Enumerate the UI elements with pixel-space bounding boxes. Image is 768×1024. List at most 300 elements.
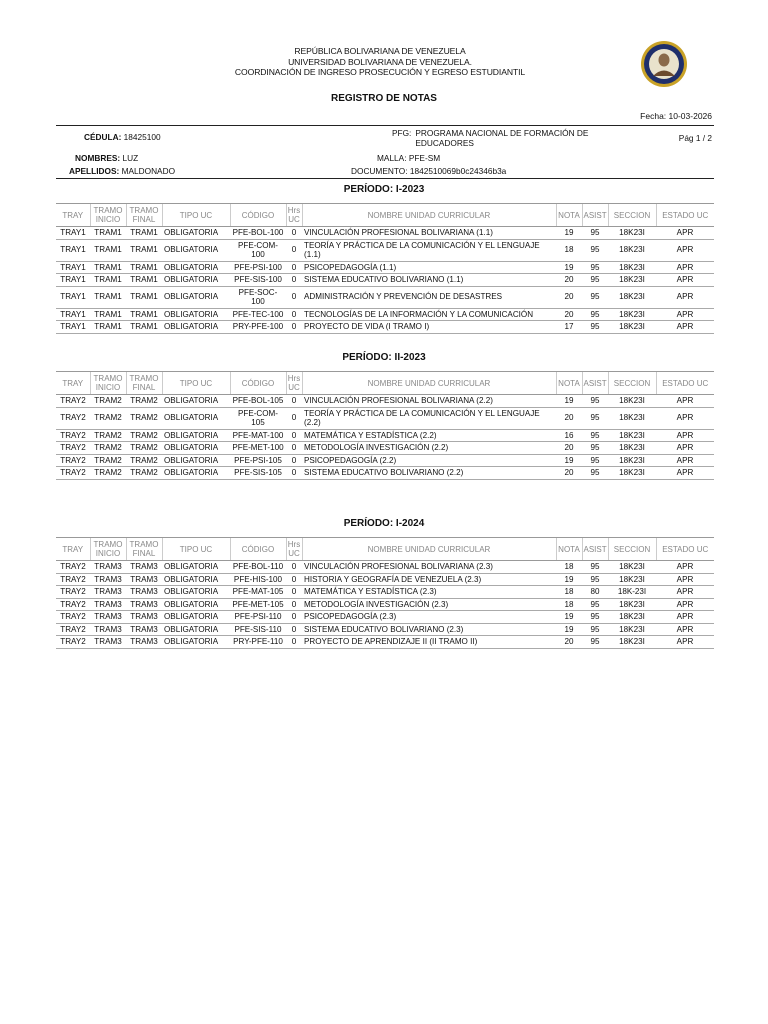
cell-hrs-uc: 0 xyxy=(286,286,302,308)
university-seal-icon xyxy=(640,40,688,88)
table-row xyxy=(56,429,714,442)
cell-asist: 95 xyxy=(582,611,608,624)
cell-tipo-uc: OBLIGATORIA xyxy=(162,286,230,308)
cell-hrs-uc: 0 xyxy=(286,598,302,611)
column-header-seccion: SECCION xyxy=(608,538,656,561)
cell-estado-uc: APR xyxy=(656,454,714,467)
cell-tramo-inicio: TRAM1 xyxy=(90,239,126,261)
cell-codigo: PFE-COM-100 xyxy=(230,239,286,261)
header-line-2: UNIVERSIDAD BOLIVARIANA DE VENEZUELA. xyxy=(288,56,472,67)
cell-tipo-uc: OBLIGATORIA xyxy=(162,611,230,624)
cell-nombre-uc: PSICOPEDAGOGÍA (2.2) xyxy=(302,454,556,467)
cell-asist: 95 xyxy=(582,454,608,467)
cell-tipo-uc: OBLIGATORIA xyxy=(162,598,230,611)
cell-nota: 19 xyxy=(556,261,582,274)
cell-tramo-inicio: TRAM2 xyxy=(90,407,126,429)
cell-nota: 20 xyxy=(556,308,582,321)
cell-nombre-uc: PROYECTO DE VIDA (I TRAMO I) xyxy=(302,321,556,334)
cell-nombre-uc: TEORÍA Y PRÁCTICA DE LA COMUNICACIÓN Y EL LENGUAJE (1.1) xyxy=(302,239,556,261)
cell-tramo-final: TRAM3 xyxy=(126,586,162,599)
cell-estado-uc: APR xyxy=(656,261,714,274)
cell-nombre-uc: METODOLOGÍA INVESTIGACIÓN (2.2) xyxy=(302,442,556,455)
malla-label: MALLA: xyxy=(377,153,407,163)
table-header-row xyxy=(56,372,714,395)
cell-tray: TRAY2 xyxy=(56,467,90,480)
cell-nombre-uc: MATEMÁTICA Y ESTADÍSTICA (2.3) xyxy=(302,586,556,599)
cell-tipo-uc: OBLIGATORIA xyxy=(162,429,230,442)
column-header-tipo-uc: TIPO UC xyxy=(162,538,230,561)
cell-hrs-uc: 0 xyxy=(286,573,302,586)
column-header-codigo: CÓDIGO xyxy=(230,372,286,395)
cell-asist: 95 xyxy=(582,407,608,429)
cell-seccion: 18K23I xyxy=(608,442,656,455)
nombres-value: LUZ xyxy=(122,153,139,163)
cell-hrs-uc: 0 xyxy=(286,407,302,429)
table-row xyxy=(56,286,714,308)
apellidos-field xyxy=(69,166,175,176)
cell-tramo-inicio: TRAM3 xyxy=(90,561,126,574)
cell-hrs-uc: 0 xyxy=(286,636,302,649)
cell-asist: 95 xyxy=(582,274,608,287)
table-row xyxy=(56,623,714,636)
cell-asist: 95 xyxy=(582,239,608,261)
cell-hrs-uc: 0 xyxy=(286,611,302,624)
documento-field xyxy=(351,166,506,176)
cell-tray: TRAY2 xyxy=(56,395,90,408)
column-header-nombre-uc: NOMBRE UNIDAD CURRICULAR xyxy=(302,372,556,395)
cell-estado-uc: APR xyxy=(656,321,714,334)
cell-tipo-uc: OBLIGATORIA xyxy=(162,239,230,261)
cell-tray: TRAY1 xyxy=(56,308,90,321)
cell-seccion: 18K23I xyxy=(608,429,656,442)
column-header-nombre-uc: NOMBRE UNIDAD CURRICULAR xyxy=(302,204,556,227)
cell-asist: 95 xyxy=(582,227,608,240)
cell-seccion: 18K23I xyxy=(608,286,656,308)
cell-hrs-uc: 0 xyxy=(286,308,302,321)
header-line-3: COORDINACIÓN DE INGRESO PROSECUCIÓN Y EGRESO ESTUDIANTIL xyxy=(234,67,526,77)
column-header-tramo-final: TRAMO FINAL xyxy=(126,372,162,395)
table-row xyxy=(56,407,714,429)
grades-table xyxy=(56,537,714,649)
cell-asist: 95 xyxy=(582,467,608,480)
column-header-asist: ASIST xyxy=(582,538,608,561)
cell-nota: 20 xyxy=(556,286,582,308)
column-header-codigo: CÓDIGO xyxy=(230,538,286,561)
cell-tray: TRAY2 xyxy=(56,636,90,649)
divider-top xyxy=(56,125,714,126)
cell-asist: 95 xyxy=(582,261,608,274)
period-title: PERÍODO: II-2023 xyxy=(342,352,426,363)
cell-hrs-uc: 0 xyxy=(286,429,302,442)
cell-nombre-uc: ADMINISTRACIÓN Y PREVENCIÓN DE DESASTRES xyxy=(302,286,556,308)
cell-tramo-inicio: TRAM3 xyxy=(90,598,126,611)
table-row xyxy=(56,586,714,599)
cell-tramo-final: TRAM3 xyxy=(126,623,162,636)
cell-tramo-inicio: TRAM2 xyxy=(90,395,126,408)
table-row xyxy=(56,573,714,586)
column-header-tray: TRAY xyxy=(56,204,90,227)
table-row xyxy=(56,261,714,274)
cell-tramo-final: TRAM3 xyxy=(126,611,162,624)
cell-tray: TRAY2 xyxy=(56,561,90,574)
cell-tipo-uc: OBLIGATORIA xyxy=(162,561,230,574)
cell-estado-uc: APR xyxy=(656,623,714,636)
cell-asist: 95 xyxy=(582,321,608,334)
column-header-tramo-inicio: TRAMO INICIO xyxy=(90,372,126,395)
table-row xyxy=(56,274,714,287)
cell-codigo: PFE-MET-105 xyxy=(230,598,286,611)
cell-tramo-final: TRAM2 xyxy=(126,429,162,442)
cell-asist: 95 xyxy=(582,286,608,308)
cell-tramo-inicio: TRAM1 xyxy=(90,261,126,274)
cedula-value: 18425100 xyxy=(123,132,161,142)
cell-codigo: PRY-PFE-110 xyxy=(230,636,286,649)
cell-seccion: 18K23I xyxy=(608,454,656,467)
cell-nombre-uc: HISTORIA Y GEOGRAFÍA DE VENEZUELA (2.3) xyxy=(302,573,556,586)
column-header-nombre-uc: NOMBRE UNIDAD CURRICULAR xyxy=(302,538,556,561)
cell-asist: 95 xyxy=(582,395,608,408)
cell-tipo-uc: OBLIGATORIA xyxy=(162,573,230,586)
cell-nota: 20 xyxy=(556,467,582,480)
cell-tramo-final: TRAM1 xyxy=(126,286,162,308)
grades-table xyxy=(56,203,714,334)
column-header-tipo-uc: TIPO UC xyxy=(162,372,230,395)
cell-tramo-final: TRAM2 xyxy=(126,467,162,480)
cell-tipo-uc: OBLIGATORIA xyxy=(162,407,230,429)
cell-seccion: 18K23I xyxy=(608,308,656,321)
cell-nombre-uc: SISTEMA EDUCATIVO BOLIVARIANO (1.1) xyxy=(302,274,556,287)
table-row xyxy=(56,467,714,480)
cell-tramo-inicio: TRAM1 xyxy=(90,286,126,308)
cedula-label: CÉDULA: xyxy=(84,132,122,142)
cell-seccion: 18K23I xyxy=(608,611,656,624)
cell-tramo-final: TRAM3 xyxy=(126,636,162,649)
cell-tramo-final: TRAM1 xyxy=(126,261,162,274)
table-row xyxy=(56,321,714,334)
cell-estado-uc: APR xyxy=(656,395,714,408)
cell-codigo: PFE-BOL-100 xyxy=(230,227,286,240)
column-header-estado-uc: ESTADO UC xyxy=(656,538,714,561)
page-indicator: Pág 1 / 2 xyxy=(678,133,712,143)
column-header-hrs-uc: Hrs UC xyxy=(286,204,302,227)
table-row xyxy=(56,598,714,611)
cell-tray: TRAY2 xyxy=(56,407,90,429)
cell-estado-uc: APR xyxy=(656,467,714,480)
apellidos-value: MALDONADO xyxy=(121,166,176,176)
cell-codigo: PFE-PSI-110 xyxy=(230,611,286,624)
table-row xyxy=(56,561,714,574)
cell-seccion: 18K23I xyxy=(608,407,656,429)
cell-seccion: 18K23I xyxy=(608,467,656,480)
cell-hrs-uc: 0 xyxy=(286,467,302,480)
nombres-label: NOMBRES: xyxy=(75,153,121,163)
cell-hrs-uc: 0 xyxy=(286,561,302,574)
column-header-tramo-final: TRAMO FINAL xyxy=(126,538,162,561)
table-row xyxy=(56,395,714,408)
cell-nombre-uc: VINCULACIÓN PROFESIONAL BOLIVARIANA (1.1) xyxy=(302,227,556,240)
period-title: PERÍODO: I-2024 xyxy=(343,518,425,529)
cell-tramo-inicio: TRAM1 xyxy=(90,321,126,334)
cell-seccion: 18K23I xyxy=(608,321,656,334)
cell-asist: 95 xyxy=(582,636,608,649)
cell-tramo-final: TRAM3 xyxy=(126,598,162,611)
cell-codigo: PFE-HIS-100 xyxy=(230,573,286,586)
cell-nombre-uc: VINCULACIÓN PROFESIONAL BOLIVARIANA (2.3) xyxy=(302,561,556,574)
cell-nota: 18 xyxy=(556,561,582,574)
column-header-tramo-inicio: TRAMO INICIO xyxy=(90,538,126,561)
cell-seccion: 18K23I xyxy=(608,395,656,408)
cell-tramo-inicio: TRAM2 xyxy=(90,429,126,442)
cell-hrs-uc: 0 xyxy=(286,227,302,240)
column-header-hrs-uc: Hrs UC xyxy=(286,538,302,561)
cell-estado-uc: APR xyxy=(656,407,714,429)
cell-tramo-inicio: TRAM1 xyxy=(90,308,126,321)
table-row xyxy=(56,227,714,240)
institution-header xyxy=(150,46,610,78)
grades-table xyxy=(56,371,714,480)
cell-estado-uc: APR xyxy=(656,573,714,586)
cell-estado-uc: APR xyxy=(656,586,714,599)
cell-tramo-final: TRAM1 xyxy=(126,239,162,261)
cell-tray: TRAY1 xyxy=(56,321,90,334)
cell-asist: 95 xyxy=(582,429,608,442)
column-header-codigo: CÓDIGO xyxy=(230,204,286,227)
cell-estado-uc: APR xyxy=(656,611,714,624)
cell-asist: 95 xyxy=(582,442,608,455)
cell-nota: 20 xyxy=(556,636,582,649)
malla-field xyxy=(377,153,440,163)
cell-nombre-uc: PSICOPEDAGOGÍA (1.1) xyxy=(302,261,556,274)
cell-tipo-uc: OBLIGATORIA xyxy=(162,321,230,334)
cell-seccion: 18K23I xyxy=(608,598,656,611)
cell-tray: TRAY2 xyxy=(56,429,90,442)
cell-tramo-inicio: TRAM2 xyxy=(90,442,126,455)
apellidos-label: APELLIDOS: xyxy=(69,166,120,176)
cell-codigo: PFE-PSI-100 xyxy=(230,261,286,274)
divider-info xyxy=(56,178,714,179)
cell-nota: 19 xyxy=(556,573,582,586)
cell-nota: 19 xyxy=(556,395,582,408)
cell-tray: TRAY1 xyxy=(56,261,90,274)
cell-tray: TRAY1 xyxy=(56,274,90,287)
cell-seccion: 18K23I xyxy=(608,623,656,636)
cell-codigo: PFE-TEC-100 xyxy=(230,308,286,321)
column-header-asist: ASIST xyxy=(582,372,608,395)
cell-tramo-inicio: TRAM3 xyxy=(90,586,126,599)
cell-asist: 95 xyxy=(582,561,608,574)
cell-codigo: PFE-SIS-110 xyxy=(230,623,286,636)
cell-nombre-uc: TECNOLOGÍAS DE LA INFORMACIÓN Y LA COMUNICACIÓN xyxy=(302,308,556,321)
cell-codigo: PFE-BOL-105 xyxy=(230,395,286,408)
period-title: PERÍODO: I-2023 xyxy=(343,184,425,195)
cell-tipo-uc: OBLIGATORIA xyxy=(162,308,230,321)
malla-value: PFE-SM xyxy=(408,153,441,163)
cell-seccion: 18K23I xyxy=(608,274,656,287)
cell-tramo-inicio: TRAM1 xyxy=(90,274,126,287)
cell-codigo: PFE-SIS-100 xyxy=(230,274,286,287)
documento-value: 1842510069b0c24346b3a xyxy=(409,166,507,176)
table-row xyxy=(56,442,714,455)
cell-hrs-uc: 0 xyxy=(286,274,302,287)
nombres-field xyxy=(75,153,138,163)
cell-seccion: 18K23I xyxy=(608,261,656,274)
cell-estado-uc: APR xyxy=(656,239,714,261)
column-header-tray: TRAY xyxy=(56,372,90,395)
cell-codigo: PFE-MET-100 xyxy=(230,442,286,455)
cell-nombre-uc: METODOLOGÍA INVESTIGACIÓN (2.3) xyxy=(302,598,556,611)
cell-estado-uc: APR xyxy=(656,274,714,287)
cell-codigo: PFE-PSI-105 xyxy=(230,454,286,467)
cell-estado-uc: APR xyxy=(656,561,714,574)
cell-tipo-uc: OBLIGATORIA xyxy=(162,467,230,480)
cell-tray: TRAY2 xyxy=(56,573,90,586)
cell-tray: TRAY2 xyxy=(56,598,90,611)
cell-seccion: 18K23I xyxy=(608,561,656,574)
cell-tipo-uc: OBLIGATORIA xyxy=(162,261,230,274)
cell-tramo-inicio: TRAM3 xyxy=(90,573,126,586)
table-header-row xyxy=(56,204,714,227)
cell-nombre-uc: SISTEMA EDUCATIVO BOLIVARIANO (2.2) xyxy=(302,467,556,480)
cell-tramo-inicio: TRAM3 xyxy=(90,611,126,624)
cell-seccion: 18K23I xyxy=(608,227,656,240)
cell-nota: 20 xyxy=(556,442,582,455)
table-row xyxy=(56,611,714,624)
cell-tray: TRAY1 xyxy=(56,286,90,308)
table-row xyxy=(56,308,714,321)
documento-label: DOCUMENTO: xyxy=(351,166,408,176)
cell-seccion: 18K23I xyxy=(608,573,656,586)
column-header-seccion: SECCION xyxy=(608,204,656,227)
cell-codigo: PFE-SOC-100 xyxy=(230,286,286,308)
cell-tramo-inicio: TRAM2 xyxy=(90,467,126,480)
cedula-field xyxy=(84,132,161,142)
cell-nombre-uc: SISTEMA EDUCATIVO BOLIVARIANO (2.3) xyxy=(302,623,556,636)
cell-tramo-final: TRAM1 xyxy=(126,274,162,287)
cell-nota: 16 xyxy=(556,429,582,442)
column-header-tray: TRAY xyxy=(56,538,90,561)
cell-codigo: PFE-MAT-100 xyxy=(230,429,286,442)
cell-tramo-final: TRAM3 xyxy=(126,573,162,586)
header-line-1: REPÚBLICA BOLIVARIANA DE VENEZUELA xyxy=(294,46,466,56)
cell-tipo-uc: OBLIGATORIA xyxy=(162,274,230,287)
cell-tramo-final: TRAM3 xyxy=(126,561,162,574)
cell-nombre-uc: MATEMÁTICA Y ESTADÍSTICA (2.2) xyxy=(302,429,556,442)
cell-nombre-uc: TEORÍA Y PRÁCTICA DE LA COMUNICACIÓN Y EL LENGUAJE (2.2) xyxy=(302,407,556,429)
date-label: Fecha: 10-03-2026 xyxy=(640,111,712,121)
cell-nota: 20 xyxy=(556,274,582,287)
cell-tray: TRAY1 xyxy=(56,239,90,261)
cell-tramo-final: TRAM1 xyxy=(126,321,162,334)
cell-nombre-uc: VINCULACIÓN PROFESIONAL BOLIVARIANA (2.2) xyxy=(302,395,556,408)
column-header-asist: ASIST xyxy=(582,204,608,227)
cell-hrs-uc: 0 xyxy=(286,395,302,408)
cell-tramo-final: TRAM1 xyxy=(126,308,162,321)
column-header-tramo-final: TRAMO FINAL xyxy=(126,204,162,227)
cell-seccion: 18K23I xyxy=(608,239,656,261)
pfg-field xyxy=(392,128,622,148)
column-header-nota: NOTA xyxy=(556,538,582,561)
cell-tramo-inicio: TRAM1 xyxy=(90,227,126,240)
cell-codigo: PFE-BOL-110 xyxy=(230,561,286,574)
cell-hrs-uc: 0 xyxy=(286,239,302,261)
column-header-hrs-uc: Hrs UC xyxy=(286,372,302,395)
cell-estado-uc: APR xyxy=(656,308,714,321)
cell-asist: 80 xyxy=(582,586,608,599)
column-header-estado-uc: ESTADO UC xyxy=(656,204,714,227)
cell-codigo: PFE-COM-105 xyxy=(230,407,286,429)
column-header-nota: NOTA xyxy=(556,372,582,395)
cell-tramo-inicio: TRAM3 xyxy=(90,636,126,649)
cell-nota: 19 xyxy=(556,454,582,467)
cell-nota: 17 xyxy=(556,321,582,334)
cell-nota: 18 xyxy=(556,598,582,611)
cell-tramo-final: TRAM2 xyxy=(126,407,162,429)
cell-estado-uc: APR xyxy=(656,442,714,455)
cell-tramo-inicio: TRAM3 xyxy=(90,623,126,636)
cell-hrs-uc: 0 xyxy=(286,586,302,599)
cell-estado-uc: APR xyxy=(656,429,714,442)
cell-codigo: PFE-MAT-105 xyxy=(230,586,286,599)
cell-tipo-uc: OBLIGATORIA xyxy=(162,442,230,455)
cell-tipo-uc: OBLIGATORIA xyxy=(162,636,230,649)
cell-nota: 19 xyxy=(556,611,582,624)
table-row xyxy=(56,239,714,261)
pfg-label: PFG: xyxy=(392,128,412,138)
cell-tramo-final: TRAM2 xyxy=(126,395,162,408)
column-header-nota: NOTA xyxy=(556,204,582,227)
table-header-row xyxy=(56,538,714,561)
cell-codigo: PFE-SIS-105 xyxy=(230,467,286,480)
cell-tramo-final: TRAM2 xyxy=(126,454,162,467)
cell-tipo-uc: OBLIGATORIA xyxy=(162,623,230,636)
cell-nota: 19 xyxy=(556,227,582,240)
cell-seccion: 18K23I xyxy=(608,636,656,649)
cell-estado-uc: APR xyxy=(656,227,714,240)
cell-asist: 95 xyxy=(582,308,608,321)
cell-seccion: 18K-23I xyxy=(608,586,656,599)
cell-nota: 20 xyxy=(556,407,582,429)
cell-estado-uc: APR xyxy=(656,636,714,649)
cell-nota: 18 xyxy=(556,586,582,599)
column-header-seccion: SECCION xyxy=(608,372,656,395)
cell-tipo-uc: OBLIGATORIA xyxy=(162,586,230,599)
cell-tipo-uc: OBLIGATORIA xyxy=(162,227,230,240)
cell-codigo: PRY-PFE-100 xyxy=(230,321,286,334)
cell-tramo-final: TRAM2 xyxy=(126,442,162,455)
cell-nota: 18 xyxy=(556,239,582,261)
cell-hrs-uc: 0 xyxy=(286,454,302,467)
page-title: REGISTRO DE NOTAS xyxy=(331,93,437,104)
cell-asist: 95 xyxy=(582,573,608,586)
cell-tramo-final: TRAM1 xyxy=(126,227,162,240)
table-row xyxy=(56,636,714,649)
cell-tipo-uc: OBLIGATORIA xyxy=(162,454,230,467)
cell-hrs-uc: 0 xyxy=(286,442,302,455)
cell-estado-uc: APR xyxy=(656,286,714,308)
cell-tray: TRAY2 xyxy=(56,586,90,599)
column-header-tramo-inicio: TRAMO INICIO xyxy=(90,204,126,227)
cell-tray: TRAY2 xyxy=(56,623,90,636)
cell-asist: 95 xyxy=(582,623,608,636)
cell-tipo-uc: OBLIGATORIA xyxy=(162,395,230,408)
cell-tray: TRAY2 xyxy=(56,442,90,455)
pfg-value: PROGRAMA NACIONAL DE FORMACIÓN DE EDUCADORES xyxy=(415,128,589,148)
cell-hrs-uc: 0 xyxy=(286,321,302,334)
cell-tramo-inicio: TRAM2 xyxy=(90,454,126,467)
cell-estado-uc: APR xyxy=(656,598,714,611)
cell-hrs-uc: 0 xyxy=(286,261,302,274)
cell-nombre-uc: PSICOPEDAGOGÍA (2.3) xyxy=(302,611,556,624)
